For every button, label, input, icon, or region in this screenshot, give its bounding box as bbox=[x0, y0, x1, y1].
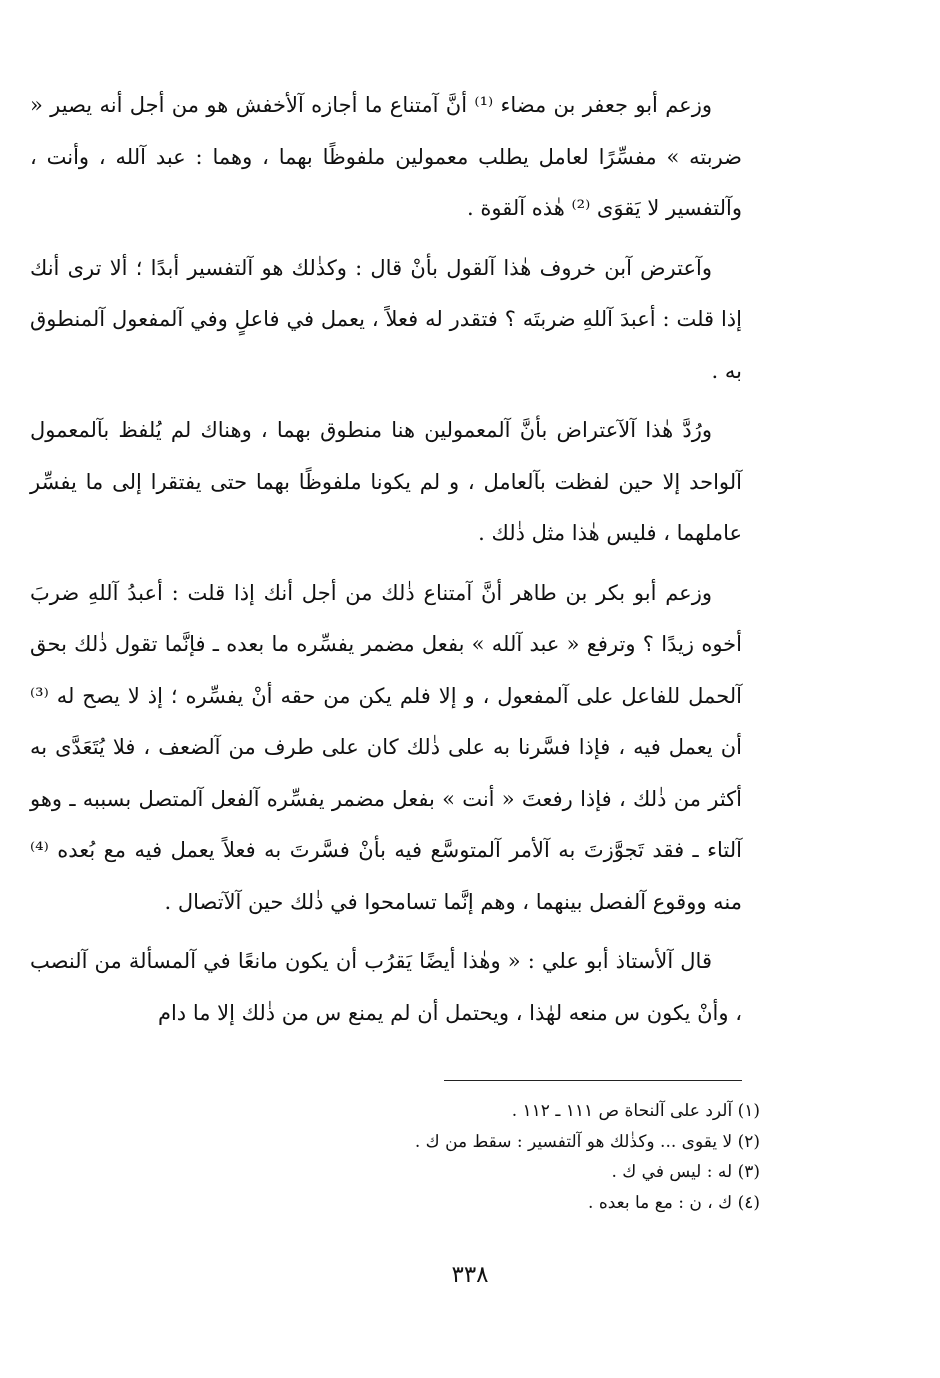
footnote: (١) آلرد على آلنحاة ص ١١١ ـ ١١٢ . bbox=[511, 1101, 760, 1121]
footnote: (٤) ك ، ن : مع ما بعده . bbox=[588, 1192, 760, 1213]
paragraph: قال آلأستاذ أبو علي : « وهٰذا أيضًا يَقرُب أن يكون مانعًا في آلمسألة من آلنصب ، وأنْ يكون س منعه لهٰذا ، ويحتمل أن لم يمنع س من ذٰلك إلا ما دام bbox=[30, 949, 742, 1025]
paragraph: وآعترض آبن خروف هٰذا آلقول بأنْ قال : وكذٰلك هو آلتفسير أبدًا ؛ ألا ترى أنك إذا قلت : أعبدَ آللهِ ضربتَه ؟ فتقدر له فعلاً ، يعمل في فاعلٍ وفي آلمفعول آلمنطوق به . bbox=[30, 255, 742, 383]
footnote-separator bbox=[444, 1080, 742, 1081]
footnotes bbox=[200, 1096, 760, 1218]
paragraph: ورُدَّ هٰذا آلآعتراض بأنَّ آلمعمولين هنا منطوق بهما ، وهناك لم يُلفظ بآلمعمول آلواحد إلا حين لفظت بآلعامل ، و لم يكونا ملفوظًا بهما حتى يفتقرا إلى ما يفسِّر عاملهما ، فليس هٰذا مثل ذٰلك . bbox=[30, 418, 742, 545]
main-text bbox=[30, 80, 742, 1047]
page-number: ٣٣٨ bbox=[451, 1262, 489, 1288]
paragraph: وزعم أبو جعفر بن مضاء ⁽¹⁾ أنَّ آمتناع ما أجازه آلأخفش هو من أجل أنه يصير « ضربته » مفسِّرًا لعامل يطلب معمولين ملفوظًا بهما ، وهما : عبد آلله ، وأنت ، وآلتفسير لا يَقوَى ⁽²⁾ هٰذه آلقوة . bbox=[30, 93, 742, 220]
footnote: (٢) لا يقوى ... وكذٰلك هو آلتفسير : سقط من ك . bbox=[414, 1131, 760, 1152]
footnote: (٣) له : ليس في ك . bbox=[611, 1162, 760, 1182]
paragraph: وزعم أبو بكر بن طاهر أنَّ آمتناع ذٰلك من أجل أنك إذا قلت : أعبدُ آللهِ ضربَ أخوه زيدًا ؟ وترفع « عبد آلله » بفعل مضمر يفسِّره ما بعده ـ فإنَّما تقول ذٰلك بحق آلحمل للفاعل على آلمفعول ، و إلا فلم يكن من حقه أنْ يفسِّره ؛ إذ لا يصح له ⁽³⁾ أن يعمل فيه ، فإذا فسَّرنا به على ذٰلك كان على طرف من آلضعف ، فلا يُتَعَدَّى به أكثر من ذٰلك ، فإذا رفعتَ « أنت » بفعل مضمر يفسِّره آلفعل آلمتصل بسببه ـ وهو آلتاء ـ فقد تَجوَّزتَ به آلأمر آلمتوسَّع فيه بأنْ فسَّرتَ به فعلاً يعمل فيه مع بُعده ⁽⁴⁾ منه ووقوع آلفصل بينهما ، وهم إنَّما تسامحوا في ذٰلك حين آلآتصال . bbox=[30, 580, 742, 914]
